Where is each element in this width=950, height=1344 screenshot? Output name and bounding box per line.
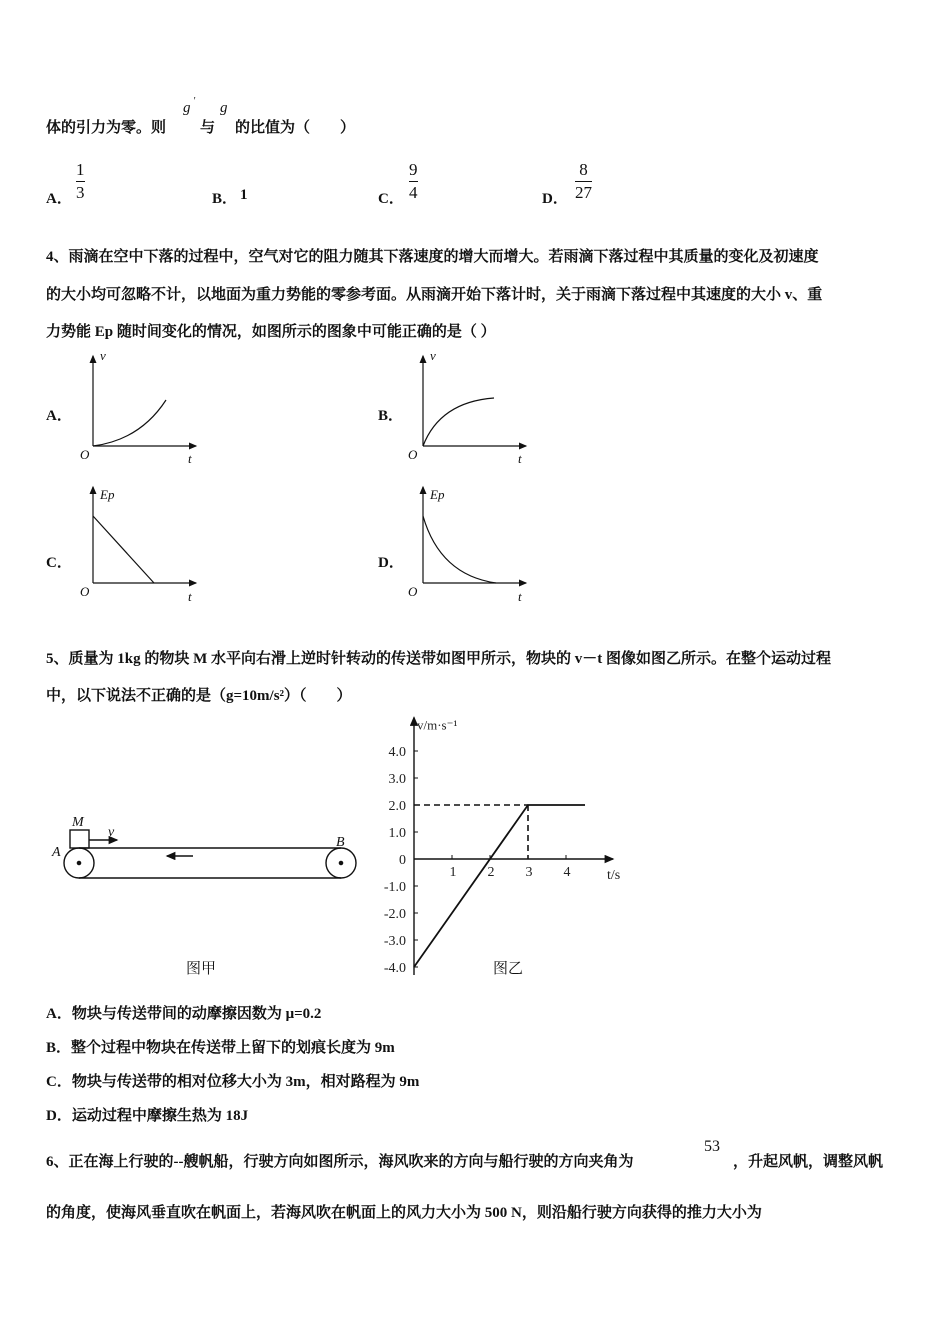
graph-d-origin: O	[408, 584, 418, 599]
q4-option-a-label: A．	[46, 408, 72, 424]
x-axis-label: t/s	[607, 868, 621, 883]
q3-stem: 体的引力为零。则	[46, 120, 167, 136]
graph-a-origin: O	[80, 447, 90, 462]
q4-line-2: 的大小均可忽略不计，以地面为重力势能的零参考面。从雨滴开始下落计时，关于雨滴下落过程中其速度的大小 v、重	[46, 287, 823, 303]
graph-c-xlabel: t	[188, 589, 192, 604]
axle-a	[77, 861, 80, 864]
q4-option-b-label: B．	[378, 408, 404, 424]
label-a: A	[52, 845, 61, 860]
line	[93, 516, 154, 583]
denominator: 4	[409, 183, 418, 202]
y-axis-label: v/m·s⁻¹	[417, 717, 458, 733]
q4-line-3: 力势能 Ep 随时间变化的情况，如图所示的图象中可能正确的是（ ）	[46, 324, 496, 340]
q5-option-d: D．运动过程中摩擦生热为 18J	[46, 1108, 249, 1124]
q3-option-a-label: A．	[46, 191, 72, 207]
label-m: M	[72, 815, 84, 830]
y-tick-label: -4.0	[383, 961, 406, 976]
q3-option-b-label: B．	[212, 191, 238, 207]
q5-option-b: B．整个过程中物块在传送带上留下的划痕长度为 9m	[46, 1040, 395, 1056]
graph-c-ylabel: Ep	[100, 487, 115, 502]
graph-a-ylabel: v	[100, 348, 106, 363]
x-tick-label: 1	[449, 865, 457, 880]
series-line-v	[414, 805, 585, 967]
q6-line-1b: ，升起风帆，调整风帆	[733, 1154, 884, 1170]
q4-option-d-label: D．	[378, 555, 404, 571]
graph-c-origin: O	[80, 584, 90, 599]
y-tick-label: 3.0	[388, 772, 406, 787]
q5-line-1: 5、质量为 1kg 的物块 M 水平向右滑上逆时针转动的传送带如图甲所示，物块的 v－t 图像如图乙所示。在整个运动过程	[46, 651, 832, 667]
y-tick-label: 1.0	[388, 826, 406, 841]
q3-stem-end: 的比值为（ ）	[235, 120, 356, 136]
x-tick-label: 2	[487, 865, 495, 880]
curve	[423, 398, 494, 446]
block-m	[70, 830, 89, 848]
x-tick-label: 4	[563, 865, 571, 880]
q3-prime-mark: ′	[193, 96, 196, 107]
graph-d-ylabel: Ep	[430, 487, 445, 502]
q3-option-b-value: 1	[240, 187, 248, 203]
x-tick-label: 3	[525, 865, 533, 880]
graph-d-xlabel: t	[518, 589, 522, 604]
graph-b-ylabel: v	[430, 348, 436, 363]
graph-a-xlabel: t	[188, 451, 192, 466]
q6-angle: 53	[704, 1138, 720, 1155]
q4-graph-b	[423, 356, 526, 446]
q3-option-d-label: D．	[542, 191, 568, 207]
label-v: v	[108, 825, 115, 840]
denominator: 27	[575, 183, 592, 202]
y-tick-label: 0	[399, 853, 406, 868]
y-tick-label: -1.0	[383, 880, 406, 895]
q6-line-1a: 6、正在海上行驶的--艘帆船，行驶方向如图所示，海风吹来的方向与船行驶的方向夹角为	[46, 1154, 634, 1170]
q3-g: g	[220, 100, 228, 116]
curve	[423, 516, 496, 583]
q5-line-2: 中，以下说法不正确的是（g=10m/s²）（ ）	[46, 688, 352, 704]
graph-b-origin: O	[408, 447, 418, 462]
q4-option-c-label: C．	[46, 555, 72, 571]
numerator: 8	[579, 160, 588, 179]
q5-option-a: A．物块与传送带间的动摩擦因数为 μ=0.2	[46, 1006, 322, 1022]
axle-b	[339, 861, 342, 864]
label-b: B	[336, 835, 345, 850]
q3-g-prime: g	[183, 100, 191, 116]
y-tick-label: -2.0	[383, 907, 406, 922]
denominator: 3	[76, 183, 85, 202]
y-tick-label: 2.0	[388, 799, 406, 814]
q4-line-1: 4、雨滴在空中下落的过程中，空气对它的阻力随其下落速度的增大而增大。若雨滴下落过程中其质量的变化及初速度	[46, 249, 819, 265]
numerator: 9	[409, 160, 418, 179]
numerator: 1	[76, 160, 85, 179]
y-tick-label: 4.0	[388, 745, 406, 760]
graph-b-xlabel: t	[518, 451, 522, 466]
fig2-caption: 图乙	[493, 961, 524, 977]
q5-option-c: C．物块与传送带的相对位移大小为 3m，相对路程为 9m	[46, 1074, 420, 1090]
q6-line-2: 的角度，使海风垂直吹在帆面上，若海风吹在帆面上的风力大小为 500 N，则沿船行驶方向获得的推力大小为	[46, 1205, 762, 1221]
q4-graph-a	[93, 356, 196, 446]
y-tick-label: -3.0	[383, 934, 406, 949]
curve	[93, 400, 166, 446]
q3-stem-and: 与	[200, 120, 216, 136]
fig1-caption: 图甲	[186, 961, 217, 977]
vt-chart	[384, 718, 620, 977]
q3-option-c-label: C．	[378, 191, 404, 207]
